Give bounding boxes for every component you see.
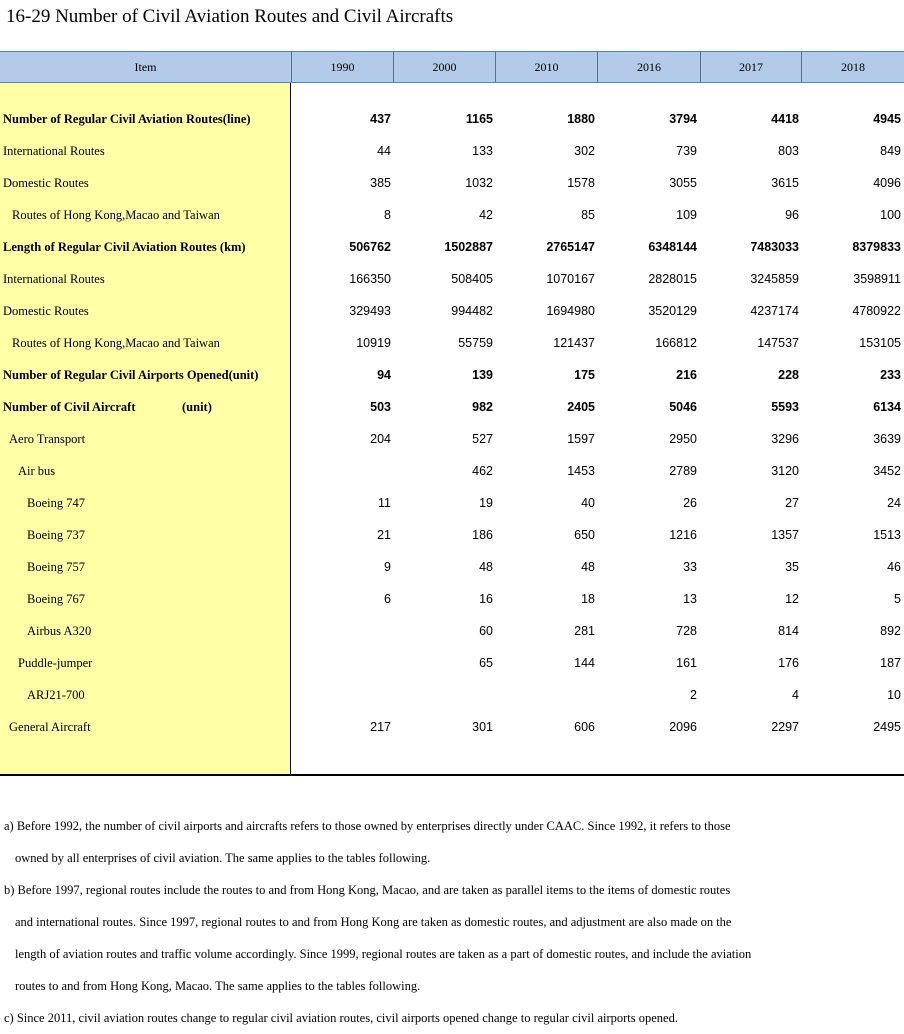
- cell-2018: 4096: [873, 176, 901, 190]
- table-row: [0, 621, 904, 641]
- cell-2010: 48: [581, 560, 595, 574]
- cell-2000: 1165: [465, 112, 493, 126]
- cell-2018: 4945: [873, 112, 901, 126]
- row-label: Airbus A320: [27, 624, 92, 638]
- cell-2018: 892: [880, 624, 901, 638]
- table-bottom-rule: [0, 774, 904, 776]
- table-title: 16-29 Number of Civil Aviation Routes and Civil Aircrafts: [6, 6, 454, 27]
- cell-2017: 7483033: [750, 240, 799, 254]
- cell-2000: 527: [472, 432, 493, 446]
- row-label: Air bus: [18, 464, 56, 478]
- table-row: [0, 493, 904, 513]
- cell-2010: 650: [574, 528, 595, 542]
- row-label: General Aircraft: [9, 720, 91, 734]
- cell-2017: 27: [785, 496, 799, 510]
- cell-2017: 3296: [771, 432, 799, 446]
- row-label: Boeing 737: [27, 528, 85, 542]
- cell-2000: 48: [479, 560, 493, 574]
- cell-2017: 3245859: [750, 272, 799, 286]
- cell-1990: 11: [378, 496, 391, 510]
- row-label: Puddle-jumper: [18, 656, 93, 670]
- cell-2010: 1880: [567, 112, 595, 126]
- row-label: Routes of Hong Kong,Macao and Taiwan: [12, 336, 220, 350]
- cell-2017: 176: [778, 656, 799, 670]
- header-item: Item: [134, 60, 157, 74]
- cell-2010: 121437: [553, 336, 595, 350]
- cell-2018: 3452: [873, 464, 901, 478]
- row-label: Length of Regular Civil Aviation Routes (km): [3, 240, 246, 254]
- table-row: [0, 205, 904, 225]
- cell-2018: 4780922: [852, 304, 901, 318]
- cell-2018: 3598911: [853, 272, 901, 286]
- cell-2018: 849: [880, 144, 901, 158]
- row-label: Domestic Routes: [3, 304, 89, 318]
- row-label: ARJ21-700: [27, 688, 85, 702]
- cell-2016: 728: [676, 624, 697, 638]
- header-year-2010: 2010: [495, 52, 597, 82]
- cell-2017: 147537: [757, 336, 799, 350]
- cell-2016: 5046: [669, 400, 697, 414]
- cell-2000: 462: [472, 464, 493, 478]
- cell-1990: 21: [377, 528, 391, 542]
- cell-2016: 2950: [669, 432, 697, 446]
- cell-2018: 100: [880, 208, 901, 222]
- cell-2016: 2: [690, 688, 697, 702]
- row-label: Boeing 747: [27, 496, 85, 510]
- cell-2016: 161: [676, 656, 697, 670]
- cell-1990: 437: [370, 112, 391, 126]
- row-unit: (unit): [182, 400, 212, 414]
- cell-2017: 12: [785, 592, 799, 606]
- cell-2016: 3055: [669, 176, 697, 190]
- cell-1990: [301, 685, 391, 705]
- row-label: Number of Regular Civil Airports Opened(unit): [3, 368, 259, 382]
- cell-2000: 1502887: [444, 240, 493, 254]
- cell-2016: 216: [676, 368, 697, 382]
- cell-2010: 175: [574, 368, 595, 382]
- cell-1990: 217: [370, 720, 391, 734]
- cell-2017: 4: [792, 688, 799, 702]
- cell-2018: 8379833: [852, 240, 901, 254]
- cell-2016: 1216: [669, 528, 697, 542]
- footnote-line: b) Before 1997, regional routes include the routes to and from Hong Kong, Macao, and are taken as parallel items to the items of domestic routes: [4, 883, 731, 897]
- cell-2010: 2765147: [546, 240, 595, 254]
- table-row: [0, 109, 904, 129]
- cell-2017: 803: [778, 144, 799, 158]
- table-row: [0, 301, 904, 321]
- header-year-2000: 2000: [393, 52, 495, 82]
- cell-2016: 2828015: [648, 272, 697, 286]
- cell-2000: 139: [472, 368, 493, 382]
- cell-1990: 329493: [349, 304, 391, 318]
- cell-2010: 302: [574, 144, 595, 158]
- footnote-line: c) Since 2011, civil aviation routes change to regular civil aviation routes, civil airports opened change to regular civil airports opened.: [4, 1011, 678, 1025]
- footnote-line: a) Before 1992, the number of civil airports and aircrafts refers to those owned by enterprises directly under CAAC. Since 1992, it refers to those: [4, 819, 731, 833]
- cell-1990: 385: [370, 176, 391, 190]
- cell-2017: 3120: [771, 464, 799, 478]
- cell-2010: 18: [581, 592, 595, 606]
- table-row: [0, 525, 904, 545]
- cell-1990: 44: [377, 144, 391, 158]
- cell-2017: 1357: [771, 528, 799, 542]
- cell-2017: 35: [785, 560, 799, 574]
- cell-2016: 33: [683, 560, 697, 574]
- cell-2000: 186: [472, 528, 493, 542]
- cell-2016: 3794: [669, 112, 697, 126]
- cell-2000: 994482: [451, 304, 493, 318]
- cell-2018: 153105: [859, 336, 901, 350]
- cell-2010: 2405: [567, 400, 595, 414]
- cell-2017: 5593: [771, 400, 799, 414]
- table-row: [0, 429, 904, 449]
- cell-2000: 16: [479, 592, 493, 606]
- table-row: [0, 589, 904, 609]
- table-row: [0, 685, 904, 705]
- row-label: Boeing 767: [27, 592, 85, 606]
- cell-1990: 503: [370, 400, 391, 414]
- cell-2010: 1453: [567, 464, 595, 478]
- cell-2018: 233: [880, 368, 901, 382]
- cell-2018: 6134: [873, 400, 901, 414]
- table-row: [0, 237, 904, 257]
- table-row: [0, 397, 904, 417]
- cell-2016: 6348144: [648, 240, 697, 254]
- cell-2010: 606: [574, 720, 595, 734]
- cell-2010: [505, 685, 595, 705]
- cell-2010: 1578: [567, 176, 595, 190]
- cell-2000: [403, 685, 493, 705]
- header-year-2017: 2017: [700, 52, 801, 82]
- cell-2016: 739: [676, 144, 697, 158]
- cell-2010: 85: [581, 208, 595, 222]
- row-label: Number of Regular Civil Aviation Routes(line): [3, 112, 251, 126]
- table-header: [0, 51, 904, 83]
- cell-2018: 1513: [873, 528, 901, 542]
- footnote-line: routes to and from Hong Kong, Macao. The same applies to the tables following.: [15, 979, 421, 993]
- data-table: [0, 51, 904, 776]
- cell-2010: 281: [574, 624, 595, 638]
- cell-2016: 166812: [655, 336, 697, 350]
- cell-2018: 5: [894, 592, 901, 606]
- cell-1990: 6: [384, 592, 391, 606]
- footnote-line: length of aviation routes and traffic volume accordingly. Since 1999, regional routes are taken as a part of domestic routes, and include the aviation: [15, 947, 752, 961]
- cell-2000: 19: [479, 496, 493, 510]
- cell-2000: 982: [472, 400, 493, 414]
- cell-1990: 8: [384, 208, 391, 222]
- row-label: Aero Transport: [9, 432, 86, 446]
- cell-2010: 40: [581, 496, 595, 510]
- cell-1990: [301, 461, 391, 481]
- cell-2016: 109: [676, 208, 697, 222]
- table-row: [0, 365, 904, 385]
- header-year-1990: 1990: [291, 52, 393, 82]
- cell-2016: 2096: [669, 720, 697, 734]
- table-row: [0, 653, 904, 673]
- cell-1990: [301, 621, 391, 641]
- table-row: [0, 141, 904, 161]
- cell-2000: 1032: [465, 176, 493, 190]
- cell-2017: 228: [778, 368, 799, 382]
- cell-2000: 133: [472, 144, 493, 158]
- table-row: [0, 333, 904, 353]
- cell-2017: 2297: [771, 720, 799, 734]
- header-year-2018: 2018: [801, 52, 904, 82]
- row-label: Boeing 757: [27, 560, 85, 574]
- cell-1990: 9: [384, 560, 391, 574]
- cell-2018: 10: [887, 688, 901, 702]
- cell-2016: 26: [683, 496, 697, 510]
- cell-2017: 4418: [771, 112, 799, 126]
- cell-2000: 508405: [451, 272, 493, 286]
- cell-2016: 13: [683, 592, 697, 606]
- cell-2018: 3639: [873, 432, 901, 446]
- row-label: International Routes: [3, 144, 105, 158]
- cell-1990: 10919: [356, 336, 391, 350]
- cell-1990: 204: [370, 432, 391, 446]
- cell-2018: 46: [887, 560, 901, 574]
- cell-2010: 144: [574, 656, 595, 670]
- cell-2000: 42: [479, 208, 493, 222]
- footnote-line: and international routes. Since 1997, regional routes to and from Hong Kong are taken as domestic routes, and adjustment are also made on the: [15, 915, 732, 929]
- cell-2000: 301: [472, 720, 493, 734]
- row-label: International Routes: [3, 272, 105, 286]
- cell-2000: 60: [479, 624, 493, 638]
- cell-1990: 166350: [349, 272, 391, 286]
- table-row: [0, 557, 904, 577]
- cell-2010: 1597: [567, 432, 595, 446]
- cell-2010: 1070167: [546, 272, 595, 286]
- row-label: Routes of Hong Kong,Macao and Taiwan: [12, 208, 220, 222]
- cell-2016: 3520129: [648, 304, 697, 318]
- cell-2017: 96: [785, 208, 799, 222]
- table-row: [0, 173, 904, 193]
- header-year-2016: 2016: [597, 52, 700, 82]
- cell-2016: 2789: [669, 464, 697, 478]
- cell-2000: 65: [479, 656, 493, 670]
- cell-2018: 187: [880, 656, 901, 670]
- table-row: [0, 461, 904, 481]
- cell-1990: [301, 653, 391, 673]
- footnotes: [4, 810, 894, 1034]
- cell-2010: 1694980: [546, 304, 595, 318]
- cell-1990: 506762: [349, 240, 391, 254]
- cell-1990: 94: [377, 368, 391, 382]
- row-label: Domestic Routes: [3, 176, 89, 190]
- cell-2017: 814: [778, 624, 799, 638]
- cell-2000: 55759: [458, 336, 493, 350]
- row-label: Number of Civil Aircraft: [3, 400, 136, 414]
- cell-2017: 4237174: [750, 304, 799, 318]
- footnote-line: owned by all enterprises of civil aviation. The same applies to the tables following.: [15, 851, 431, 865]
- cell-2017: 3615: [771, 176, 799, 190]
- table-row: [0, 717, 904, 737]
- table-row: [0, 269, 904, 289]
- cell-2018: 24: [887, 496, 901, 510]
- cell-2018: 2495: [873, 720, 901, 734]
